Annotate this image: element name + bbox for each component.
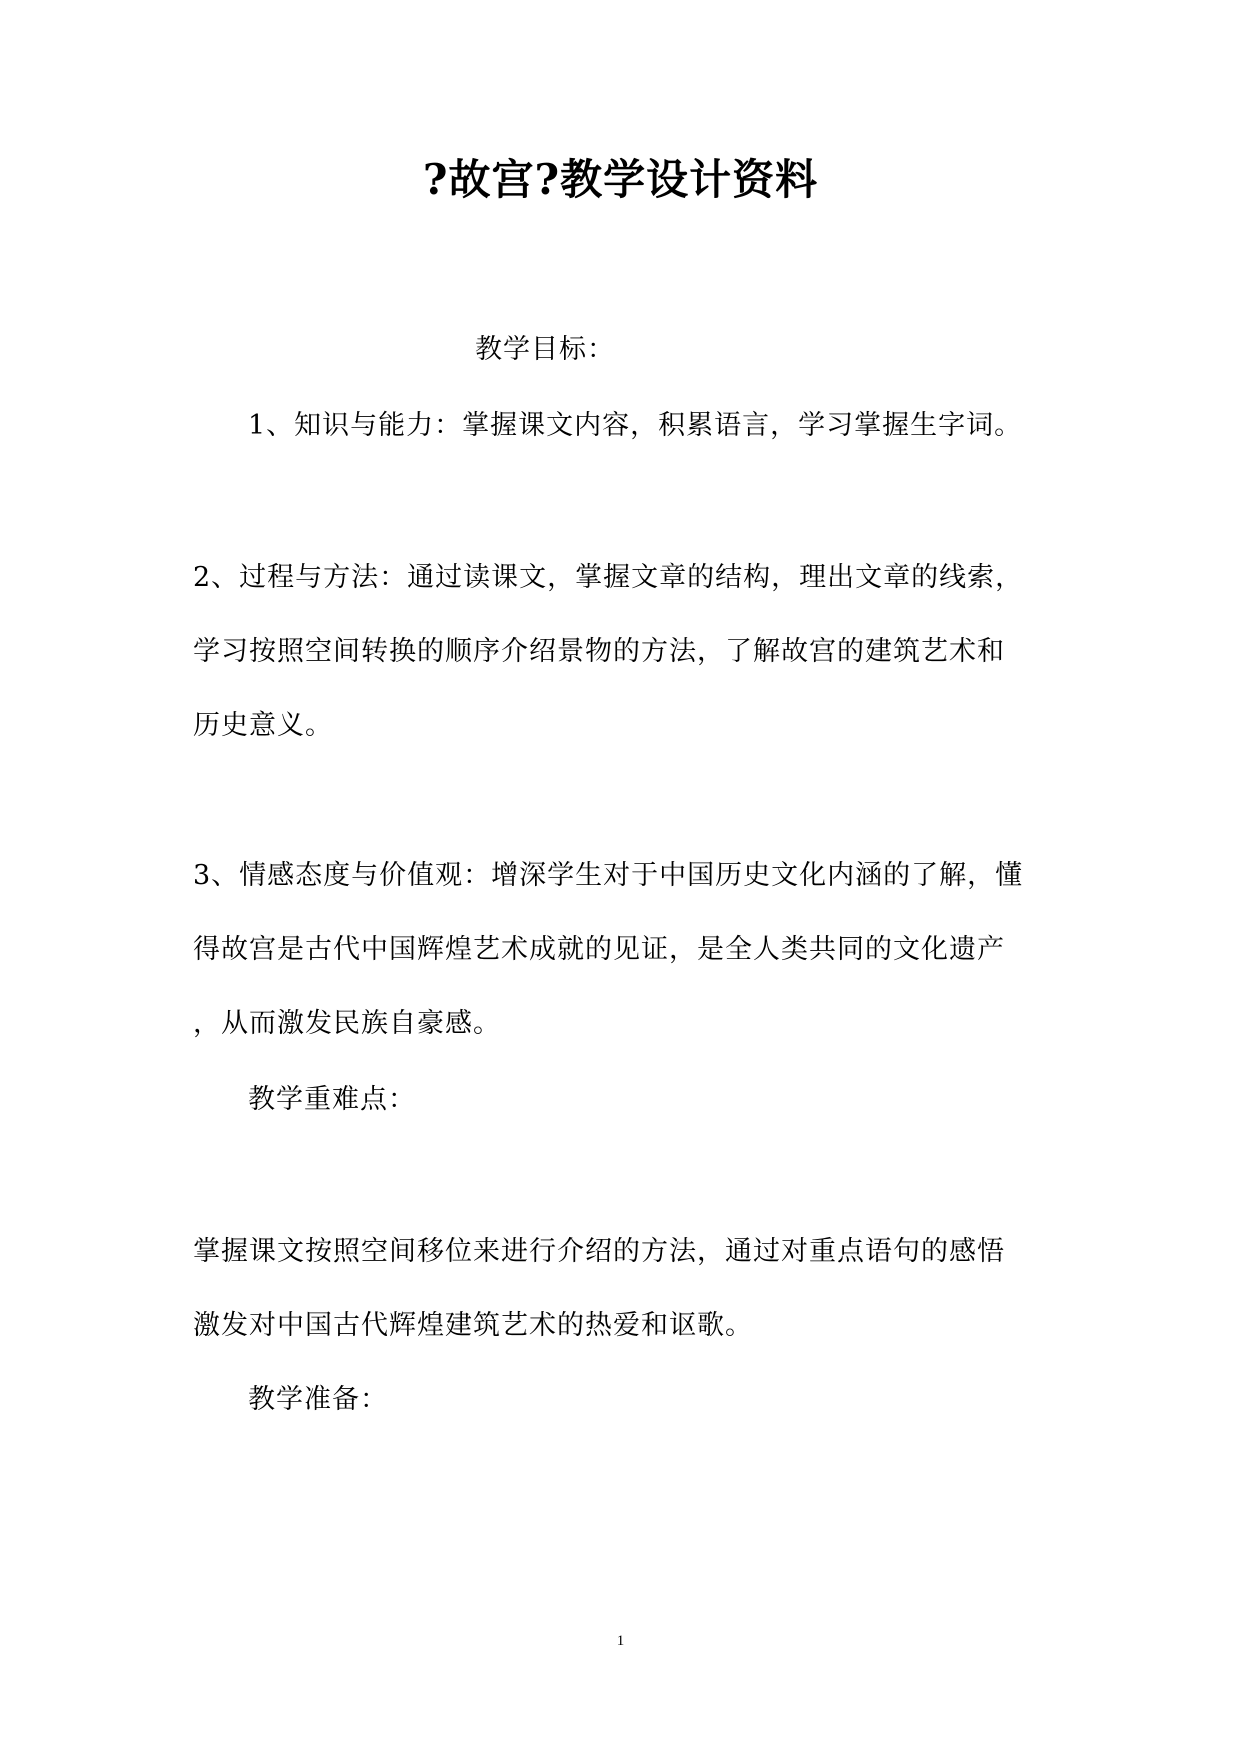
section-heading-preparation: 教学准备：	[248, 1384, 388, 1415]
goal-1-line: 1、知识与能力：掌握课文内容，积累语言，学习掌握生字词。	[248, 410, 1023, 441]
goal-2-line-1: 2、过程与方法：通过读课文，掌握文章的结构，理出文章的线索，	[193, 562, 1024, 593]
document-title: ?故宫?教学设计资料	[422, 155, 819, 204]
key-points-line-1: 掌握课文按照空间移位来进行介绍的方法，通过对重点语句的感悟	[193, 1236, 1005, 1267]
goal-3-line-3: ，从而激发民族自豪感。	[193, 1008, 501, 1039]
goal-2-line-2: 学习按照空间转换的顺序介绍景物的方法，了解故宫的建筑艺术和	[193, 636, 1005, 667]
goal-3-line-1: 3、情感态度与价值观：增深学生对于中国历史文化内涵的了解，懂	[193, 860, 1024, 891]
page-number: 1	[616, 1633, 625, 1649]
goal-3-line-2: 得故宫是古代中国辉煌艺术成就的见证，是全人类共同的文化遗产	[193, 934, 1005, 965]
section-heading-teaching-goals: 教学目标：	[475, 334, 615, 365]
key-points-line-2: 激发对中国古代辉煌建筑艺术的热爱和讴歌。	[193, 1310, 753, 1341]
goal-2-line-3: 历史意义。	[193, 710, 333, 741]
section-heading-key-points: 教学重难点：	[248, 1084, 416, 1115]
